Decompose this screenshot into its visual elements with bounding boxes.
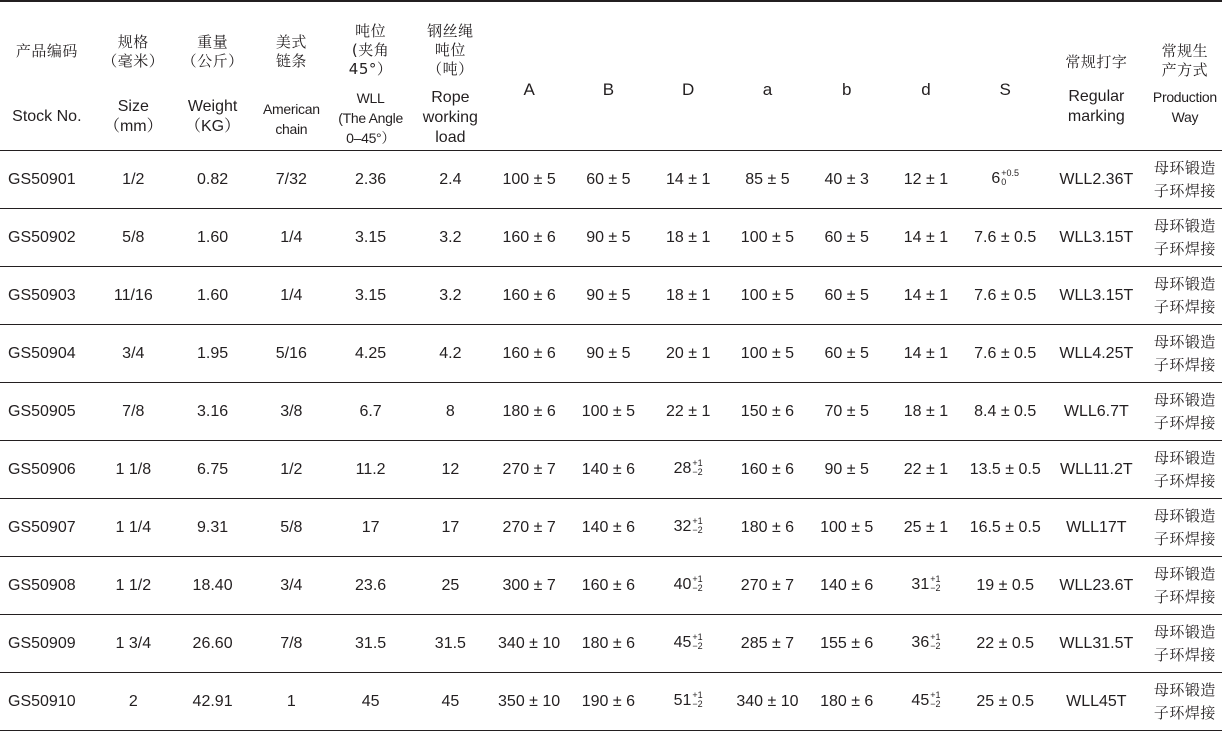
dimension-S-cell: 13.5 ± 0.5	[966, 441, 1045, 499]
size-cell: 1 3/4	[94, 615, 173, 673]
dimension-S-cell: 7.6 ± 0.5	[966, 325, 1045, 383]
marking-cell: WLL45T	[1045, 673, 1148, 731]
dimension-S-cell: 7.6 ± 0.5	[966, 209, 1045, 267]
column-header-label: a	[762, 80, 773, 99]
size-cell: 2	[94, 673, 173, 731]
weight-cell: 42.91	[173, 673, 252, 731]
dimension-A-cell: 100 ± 5	[490, 151, 568, 209]
column-header-zh: 规格 （毫米）	[102, 33, 165, 70]
size-cell: 11/16	[94, 267, 173, 325]
rope-load-cell: 4.2	[411, 325, 490, 383]
column-header-en: Stock No.	[12, 108, 82, 125]
marking-cell: WLL17T	[1045, 499, 1148, 557]
column-header-label: A	[523, 80, 535, 99]
rope-load-cell: 8	[411, 383, 490, 441]
wll-cell: 2.36	[330, 151, 410, 209]
rope-load-cell: 3.2	[411, 267, 490, 325]
american-chain-cell: 3/4	[252, 557, 330, 615]
dimension-d-cell: 18 ± 1	[886, 383, 965, 441]
dimension-a-cell: 340 ± 10	[728, 673, 807, 731]
column-header-en: Size （mm）	[103, 98, 163, 135]
weight-cell: 18.40	[173, 557, 252, 615]
dimension-B-cell: 100 ± 5	[568, 383, 648, 441]
dimension-d-cell: 12 ± 1	[886, 151, 965, 209]
marking-cell: WLL3.15T	[1045, 209, 1148, 267]
dimension-D-cell: 22 ± 1	[649, 383, 728, 441]
size-cell: 1 1/8	[94, 441, 173, 499]
column-header	[330, 0, 410, 151]
rope-load-cell: 45	[411, 673, 490, 731]
dimension-B-cell: 140 ± 6	[568, 499, 648, 557]
rope-load-cell: 17	[411, 499, 490, 557]
column-header	[886, 0, 965, 151]
column-header-en: Weight （KG）	[185, 98, 241, 135]
dimension-a-cell: 180 ± 6	[728, 499, 807, 557]
weight-cell: 9.31	[173, 499, 252, 557]
american-chain-cell: 5/8	[252, 499, 330, 557]
table-row	[0, 209, 1222, 267]
size-cell: 5/8	[94, 209, 173, 267]
column-header	[807, 0, 886, 151]
column-header-zh: 钢丝绳 吨位 （吨）	[427, 22, 474, 78]
dimension-A-cell: 180 ± 6	[490, 383, 568, 441]
production-way-cell: 母环锻造 子环焊接	[1148, 615, 1222, 673]
dimension-D-cell: 51 +1 −2	[649, 673, 728, 731]
dimension-S-cell: 6 +0.5 0	[966, 151, 1045, 209]
column-header	[0, 0, 94, 151]
dimension-D-cell: 18 ± 1	[649, 209, 728, 267]
column-header	[411, 0, 490, 151]
stock-no-cell: GS50904	[0, 325, 94, 383]
dimension-B-cell: 190 ± 6	[568, 673, 648, 731]
dimension-b-cell: 180 ± 6	[807, 673, 886, 731]
stock-no-cell: GS50906	[0, 441, 94, 499]
rope-load-cell: 12	[411, 441, 490, 499]
size-cell: 7/8	[94, 383, 173, 441]
table-row	[0, 557, 1222, 615]
production-way-cell: 母环锻造 子环焊接	[1148, 557, 1222, 615]
column-header-zh: 产品编码	[15, 42, 78, 60]
dimension-A-cell: 300 ± 7	[490, 557, 568, 615]
dimension-D-cell: 14 ± 1	[649, 151, 728, 209]
dimension-b-cell: 155 ± 6	[807, 615, 886, 673]
weight-cell: 3.16	[173, 383, 252, 441]
dimension-S-cell: 7.6 ± 0.5	[966, 267, 1045, 325]
american-chain-cell: 7/32	[252, 151, 330, 209]
dimension-d-cell: 22 ± 1	[886, 441, 965, 499]
american-chain-cell: 5/16	[252, 325, 330, 383]
dimension-D-cell: 20 ± 1	[649, 325, 728, 383]
dimension-D-cell: 18 ± 1	[649, 267, 728, 325]
column-header	[1045, 0, 1148, 151]
marking-cell: WLL11.2T	[1045, 441, 1148, 499]
weight-cell: 1.60	[173, 209, 252, 267]
dimension-A-cell: 160 ± 6	[490, 209, 568, 267]
stock-no-cell: GS50905	[0, 383, 94, 441]
column-header-en: Production Way	[1152, 89, 1217, 125]
dimension-a-cell: 285 ± 7	[728, 615, 807, 673]
dimension-d-cell: 36 +1 −2	[886, 615, 965, 673]
dimension-B-cell: 180 ± 6	[568, 615, 648, 673]
column-header-en: WLL (The Angle 0–45°）	[338, 90, 403, 146]
column-header	[490, 0, 568, 151]
column-header-en: Rope working load	[422, 89, 478, 146]
dimension-b-cell: 140 ± 6	[807, 557, 886, 615]
dimension-A-cell: 340 ± 10	[490, 615, 568, 673]
weight-cell: 6.75	[173, 441, 252, 499]
dimension-d-cell: 25 ± 1	[886, 499, 965, 557]
dimension-b-cell: 60 ± 5	[807, 325, 886, 383]
table-body	[0, 151, 1222, 731]
weight-cell: 0.82	[173, 151, 252, 209]
american-chain-cell: 1	[252, 673, 330, 731]
dimension-d-cell: 45 +1 −2	[886, 673, 965, 731]
production-way-cell: 母环锻造 子环焊接	[1148, 673, 1222, 731]
dimension-D-cell: 45 +1 −2	[649, 615, 728, 673]
table-row	[0, 267, 1222, 325]
dimension-A-cell: 160 ± 6	[490, 325, 568, 383]
weight-cell: 1.95	[173, 325, 252, 383]
dimension-A-cell: 270 ± 7	[490, 441, 568, 499]
wll-cell: 45	[330, 673, 410, 731]
american-chain-cell: 3/8	[252, 383, 330, 441]
column-header	[649, 0, 728, 151]
dimension-b-cell: 60 ± 5	[807, 209, 886, 267]
column-header-label: b	[841, 80, 852, 99]
dimension-B-cell: 90 ± 5	[568, 209, 648, 267]
rope-load-cell: 31.5	[411, 615, 490, 673]
table-row	[0, 441, 1222, 499]
wll-cell: 3.15	[330, 267, 410, 325]
marking-cell: WLL6.7T	[1045, 383, 1148, 441]
table-header	[0, 0, 1222, 151]
production-way-cell: 母环锻造 子环焊接	[1148, 441, 1222, 499]
column-header-zh: 常规打字	[1065, 53, 1128, 71]
dimension-A-cell: 270 ± 7	[490, 499, 568, 557]
dimension-B-cell: 160 ± 6	[568, 557, 648, 615]
dimension-b-cell: 90 ± 5	[807, 441, 886, 499]
stock-no-cell: GS50910	[0, 673, 94, 731]
stock-no-cell: GS50902	[0, 209, 94, 267]
column-header-label: S	[999, 80, 1011, 99]
dimension-a-cell: 270 ± 7	[728, 557, 807, 615]
column-header-label: B	[602, 80, 615, 99]
column-header-label: d	[921, 80, 931, 99]
wll-cell: 17	[330, 499, 410, 557]
rope-load-cell: 25	[411, 557, 490, 615]
marking-cell: WLL3.15T	[1045, 267, 1148, 325]
column-header	[173, 0, 252, 151]
stock-no-cell: GS50901	[0, 151, 94, 209]
stock-no-cell: GS50908	[0, 557, 94, 615]
dimension-S-cell: 16.5 ± 0.5	[966, 499, 1045, 557]
dimension-a-cell: 100 ± 5	[728, 267, 807, 325]
dimension-d-cell: 14 ± 1	[886, 325, 965, 383]
production-way-cell: 母环锻造 子环焊接	[1148, 383, 1222, 441]
column-header-zh: 美式 链条	[275, 33, 307, 70]
stock-no-cell: GS50903	[0, 267, 94, 325]
weight-cell: 26.60	[173, 615, 252, 673]
dimension-d-cell: 14 ± 1	[886, 209, 965, 267]
stock-no-cell: GS50907	[0, 499, 94, 557]
dimension-b-cell: 40 ± 3	[807, 151, 886, 209]
dimension-S-cell: 8.4 ± 0.5	[966, 383, 1045, 441]
dimension-a-cell: 100 ± 5	[728, 209, 807, 267]
wll-cell: 11.2	[330, 441, 410, 499]
dimension-a-cell: 160 ± 6	[728, 441, 807, 499]
dimension-a-cell: 85 ± 5	[728, 151, 807, 209]
dimension-A-cell: 350 ± 10	[490, 673, 568, 731]
dimension-B-cell: 140 ± 6	[568, 441, 648, 499]
dimension-B-cell: 90 ± 5	[568, 325, 648, 383]
dimension-B-cell: 90 ± 5	[568, 267, 648, 325]
table-row	[0, 673, 1222, 731]
weight-cell: 1.60	[173, 267, 252, 325]
production-way-cell: 母环锻造 子环焊接	[1148, 325, 1222, 383]
dimension-S-cell: 22 ± 0.5	[966, 615, 1045, 673]
size-cell: 1 1/4	[94, 499, 173, 557]
marking-cell: WLL31.5T	[1045, 615, 1148, 673]
production-way-cell: 母环锻造 子环焊接	[1148, 499, 1222, 557]
column-header-en: American chain	[262, 101, 320, 137]
stock-no-cell: GS50909	[0, 615, 94, 673]
rope-load-cell: 2.4	[411, 151, 490, 209]
size-cell: 1 1/2	[94, 557, 173, 615]
table-row	[0, 615, 1222, 673]
dimension-S-cell: 19 ± 0.5	[966, 557, 1045, 615]
dimension-b-cell: 70 ± 5	[807, 383, 886, 441]
dimension-a-cell: 100 ± 5	[728, 325, 807, 383]
dimension-B-cell: 60 ± 5	[568, 151, 648, 209]
dimension-b-cell: 100 ± 5	[807, 499, 886, 557]
header-row	[0, 0, 1222, 151]
column-header-en: Regular marking	[1067, 88, 1125, 125]
american-chain-cell: 1/2	[252, 441, 330, 499]
column-header	[966, 0, 1045, 151]
column-header-zh: 常规生 产方式	[1161, 42, 1209, 79]
dimension-b-cell: 60 ± 5	[807, 267, 886, 325]
production-way-cell: 母环锻造 子环焊接	[1148, 267, 1222, 325]
production-way-cell: 母环锻造 子环焊接	[1148, 209, 1222, 267]
dimension-a-cell: 150 ± 6	[728, 383, 807, 441]
dimension-S-cell: 25 ± 0.5	[966, 673, 1045, 731]
marking-cell: WLL2.36T	[1045, 151, 1148, 209]
dimension-D-cell: 32 +1 −2	[649, 499, 728, 557]
column-header	[94, 0, 173, 151]
column-header-zh: 重量 （公斤）	[181, 33, 244, 70]
column-header	[252, 0, 330, 151]
table-row	[0, 383, 1222, 441]
column-header	[728, 0, 807, 151]
rope-load-cell: 3.2	[411, 209, 490, 267]
american-chain-cell: 1/4	[252, 267, 330, 325]
dimension-A-cell: 160 ± 6	[490, 267, 568, 325]
column-header	[568, 0, 648, 151]
dimension-D-cell: 40 +1 −2	[649, 557, 728, 615]
american-chain-cell: 7/8	[252, 615, 330, 673]
column-header	[1148, 0, 1222, 151]
marking-cell: WLL23.6T	[1045, 557, 1148, 615]
wll-cell: 23.6	[330, 557, 410, 615]
wll-cell: 4.25	[330, 325, 410, 383]
table-row	[0, 499, 1222, 557]
dimension-D-cell: 28 +1 −2	[649, 441, 728, 499]
american-chain-cell: 1/4	[252, 209, 330, 267]
marking-cell: WLL4.25T	[1045, 325, 1148, 383]
size-cell: 1/2	[94, 151, 173, 209]
wll-cell: 6.7	[330, 383, 410, 441]
column-header-label: D	[682, 80, 695, 99]
wll-cell: 31.5	[330, 615, 410, 673]
dimension-d-cell: 31 +1 −2	[886, 557, 965, 615]
table-row	[0, 325, 1222, 383]
column-header-zh: 吨位 (夹角 45°）	[348, 22, 393, 78]
table-row	[0, 151, 1222, 209]
size-cell: 3/4	[94, 325, 173, 383]
production-way-cell: 母环锻造 子环焊接	[1148, 151, 1222, 209]
dimension-d-cell: 14 ± 1	[886, 267, 965, 325]
wll-cell: 3.15	[330, 209, 410, 267]
